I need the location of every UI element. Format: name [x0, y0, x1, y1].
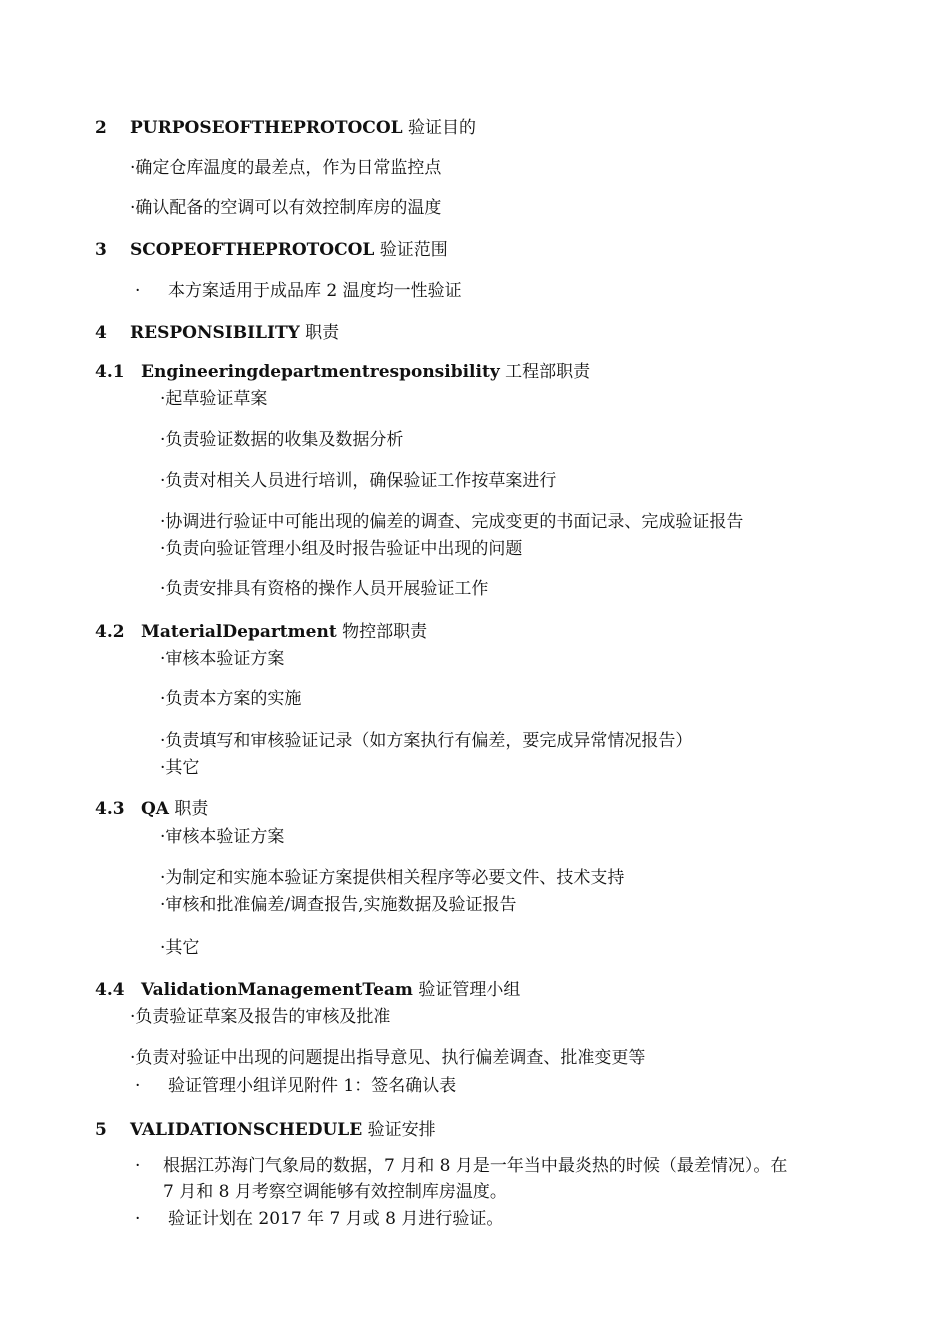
subsection-heading [141, 979, 520, 1001]
subsection-number: 4.3 [95, 799, 125, 819]
section-heading [130, 322, 339, 344]
heading-chinese: 职责 [299, 323, 340, 343]
list-item: ·负责对验证中出现的问题提出指导意见、执行偏差调查、批准变更等 [130, 1048, 646, 1068]
heading-english: QA [141, 799, 169, 819]
bullet: · [135, 281, 141, 301]
list-item: ·负责填写和审核验证记录（如方案执行有偏差，要完成异常情况报告） [160, 731, 693, 751]
list-item: ·审核本验证方案 [160, 649, 285, 669]
heading-english: SCOPEOFTHEPROTOCOL [130, 240, 375, 260]
list-item: ·负责向验证管理小组及时报告验证中出现的问题 [160, 539, 523, 559]
subsection-heading [141, 361, 590, 383]
subsection-heading [141, 798, 208, 820]
list-item: 根据江苏海门气象局的数据，7 月和 8 月是一年当中最炎热的时候（最差情况）。在 [163, 1156, 788, 1176]
section-number: 3 [95, 240, 107, 260]
list-item: ·确定仓库温度的最差点，作为日常监控点 [130, 158, 442, 178]
list-item: ·负责验证数据的收集及数据分析 [160, 430, 404, 450]
list-item: 验证管理小组详见附件 1：签名确认表 [168, 1076, 457, 1096]
section-number: 2 [95, 118, 107, 138]
list-item: ·其它 [160, 758, 200, 778]
heading-english: ValidationManagementTeam [141, 980, 413, 1000]
section-heading [130, 1119, 436, 1141]
subsection-number: 4.2 [95, 622, 125, 642]
list-item: 验证计划在 2017 年 7 月或 8 月进行验证。 [168, 1209, 504, 1229]
list-item: ·负责安排具有资格的操作人员开展验证工作 [160, 579, 489, 599]
heading-english: VALIDATIONSCHEDULE [130, 1120, 363, 1140]
bullet: · [135, 1076, 141, 1096]
list-item: ·其它 [160, 938, 200, 958]
list-item: ·负责验证草案及报告的审核及批准 [130, 1007, 391, 1027]
list-item: ·负责本方案的实施 [160, 689, 302, 709]
section-number: 5 [95, 1120, 107, 1140]
heading-english: PURPOSEOFTHEPROTOCOL [130, 118, 403, 138]
subsection-number: 4.4 [95, 980, 125, 1000]
list-item: ·确认配备的空调可以有效控制库房的温度 [130, 198, 442, 218]
heading-english: RESPONSIBILITY [130, 323, 300, 343]
heading-chinese: 验证管理小组 [412, 980, 521, 1000]
heading-chinese: 验证目的 [402, 118, 476, 138]
section-heading [130, 239, 448, 261]
list-item: ·为制定和实施本验证方案提供相关程序等必要文件、技术支持 [160, 868, 625, 888]
list-item-continuation: 7 月和 8 月考察空调能够有效控制库房温度。 [163, 1182, 507, 1202]
subsection-number: 4.1 [95, 362, 125, 382]
heading-english: Engineeringdepartmentresponsibility [141, 362, 500, 382]
list-item: ·审核和批准偏差/调查报告,实施数据及验证报告 [160, 895, 517, 915]
list-item: ·审核本验证方案 [160, 827, 285, 847]
section-number: 4 [95, 323, 107, 343]
heading-chinese: 物控部职责 [336, 622, 428, 642]
bullet: · [135, 1156, 141, 1176]
heading-chinese: 验证安排 [362, 1120, 436, 1140]
bullet: · [135, 1209, 141, 1229]
heading-english: MaterialDepartment [141, 622, 337, 642]
heading-chinese: 职责 [169, 799, 209, 819]
list-item: ·负责对相关人员进行培训，确保验证工作按草案进行 [160, 471, 557, 491]
heading-chinese: 工程部职责 [499, 362, 591, 382]
list-item: ·协调进行验证中可能出现的偏差的调查、完成变更的书面记录、完成验证报告 [160, 512, 744, 532]
subsection-heading [141, 621, 427, 643]
list-item: ·起草验证草案 [160, 389, 268, 409]
list-item: 本方案适用于成品库 2 温度均一性验证 [168, 281, 462, 301]
section-heading [130, 117, 476, 139]
heading-chinese: 验证范围 [374, 240, 448, 260]
